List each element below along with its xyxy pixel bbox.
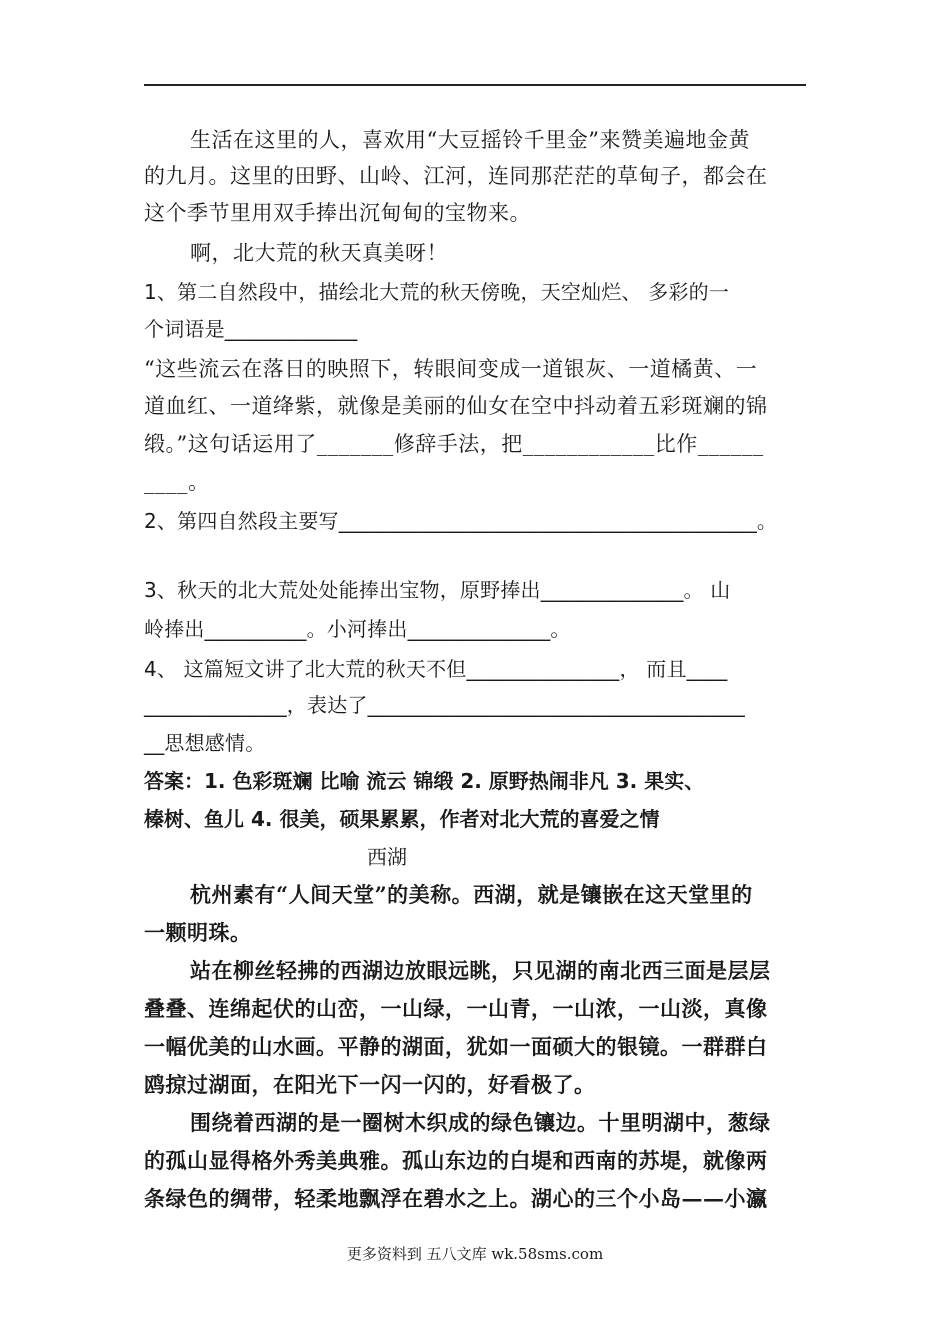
passage2-p2-line4: 鸥掠过湖面，在阳光下一闪一闪的，好看极了。 bbox=[144, 1072, 596, 1097]
header-rule bbox=[144, 84, 806, 86]
passage2-p3-line2: 的孤山显得格外秀美典雅。孤山东边的白堤和西南的苏堤，就像两 bbox=[144, 1148, 768, 1173]
question3-line1: 3、秋天的北大荒处处能捧出宝物，原野捧出______________。 山 bbox=[144, 578, 731, 602]
passage2-p1-line2: 一颗明珠。 bbox=[144, 920, 252, 945]
question1-line3: “这些流云在落日的映照下，转眼间变成一道银灰、一道橘黄、一 bbox=[144, 357, 758, 381]
question1-line6: ____。 bbox=[144, 470, 210, 494]
question4-line3: __思想感情。 bbox=[144, 731, 266, 755]
passage2-title: 西湖 bbox=[367, 845, 407, 869]
passage1-line2: 的九月。这里的田野、山岭、江河，连同那茫茫的草甸子，都会在 bbox=[144, 164, 768, 188]
answer-line1: 答案：1. 色彩斑斓 比喻 流云 锦缎 2. 原野热闹非凡 3. 果实、 bbox=[144, 769, 705, 793]
passage2-p1-line1: 杭州素有“人间天堂”的美称。西湖，就是镶嵌在这天堂里的 bbox=[190, 882, 753, 907]
passage2-p2-line2: 叠叠、连绵起伏的山峦，一山绿，一山青，一山浓，一山淡，真像 bbox=[144, 996, 768, 1021]
passage1-line4: 啊，北大荒的秋天真美呀！ bbox=[190, 241, 448, 265]
passage1-line3: 这个季节里用双手捧出沉甸甸的宝物来。 bbox=[144, 201, 531, 225]
question2: 2、第四自然段主要写_________________________________________。 bbox=[144, 509, 778, 533]
question3-line2: 岭捧出__________。小河捧出______________。 bbox=[144, 617, 571, 641]
passage2-p3-line1: 围绕着西湖的是一圈树木织成的绿色镶边。十里明湖中，葱绿 bbox=[190, 1110, 771, 1135]
question4-line1: 4、 这篇短文讲了北大荒的秋天不但_______________， 而且____ bbox=[144, 657, 728, 681]
passage2-p2-line1: 站在柳丝轻拂的西湖边放眼远眺，只见湖的南北西三面是层层 bbox=[190, 958, 771, 983]
question1-line1: 1、第二自然段中，描绘北大荒的秋天傍晚，天空灿烂、 多彩的一 bbox=[144, 280, 730, 304]
question4-line2: ______________，表达了_____________________________________ bbox=[144, 693, 745, 717]
question1-line4: 道血红、一道绛紫，就像是美丽的仙女在空中抖动着五彩斑斓的锦 bbox=[144, 394, 768, 418]
answer-line2: 榛树、鱼儿 4. 很美，硕果累累，作者对北大荒的喜爱之情 bbox=[144, 807, 660, 831]
passage2-p3-line3: 条绿色的绸带，轻柔地飘浮在碧水之上。湖心的三个小岛——小瀛 bbox=[144, 1186, 768, 1211]
question1-line2: 个词语是_____________ bbox=[144, 317, 358, 341]
footer-source: 更多资料到 五八文库 wk.58sms.com bbox=[346, 1245, 604, 1263]
passage2-p2-line3: 一幅优美的山水画。平静的湖面，犹如一面硕大的银镜。一群群白 bbox=[144, 1034, 768, 1059]
question1-line5: 缎。”这句话运用了_______修辞手法，把____________比作______ bbox=[144, 432, 764, 456]
passage1-line1: 生活在这里的人，喜欢用“大豆摇铃千里金”来赞美遍地金黄 bbox=[190, 128, 750, 152]
